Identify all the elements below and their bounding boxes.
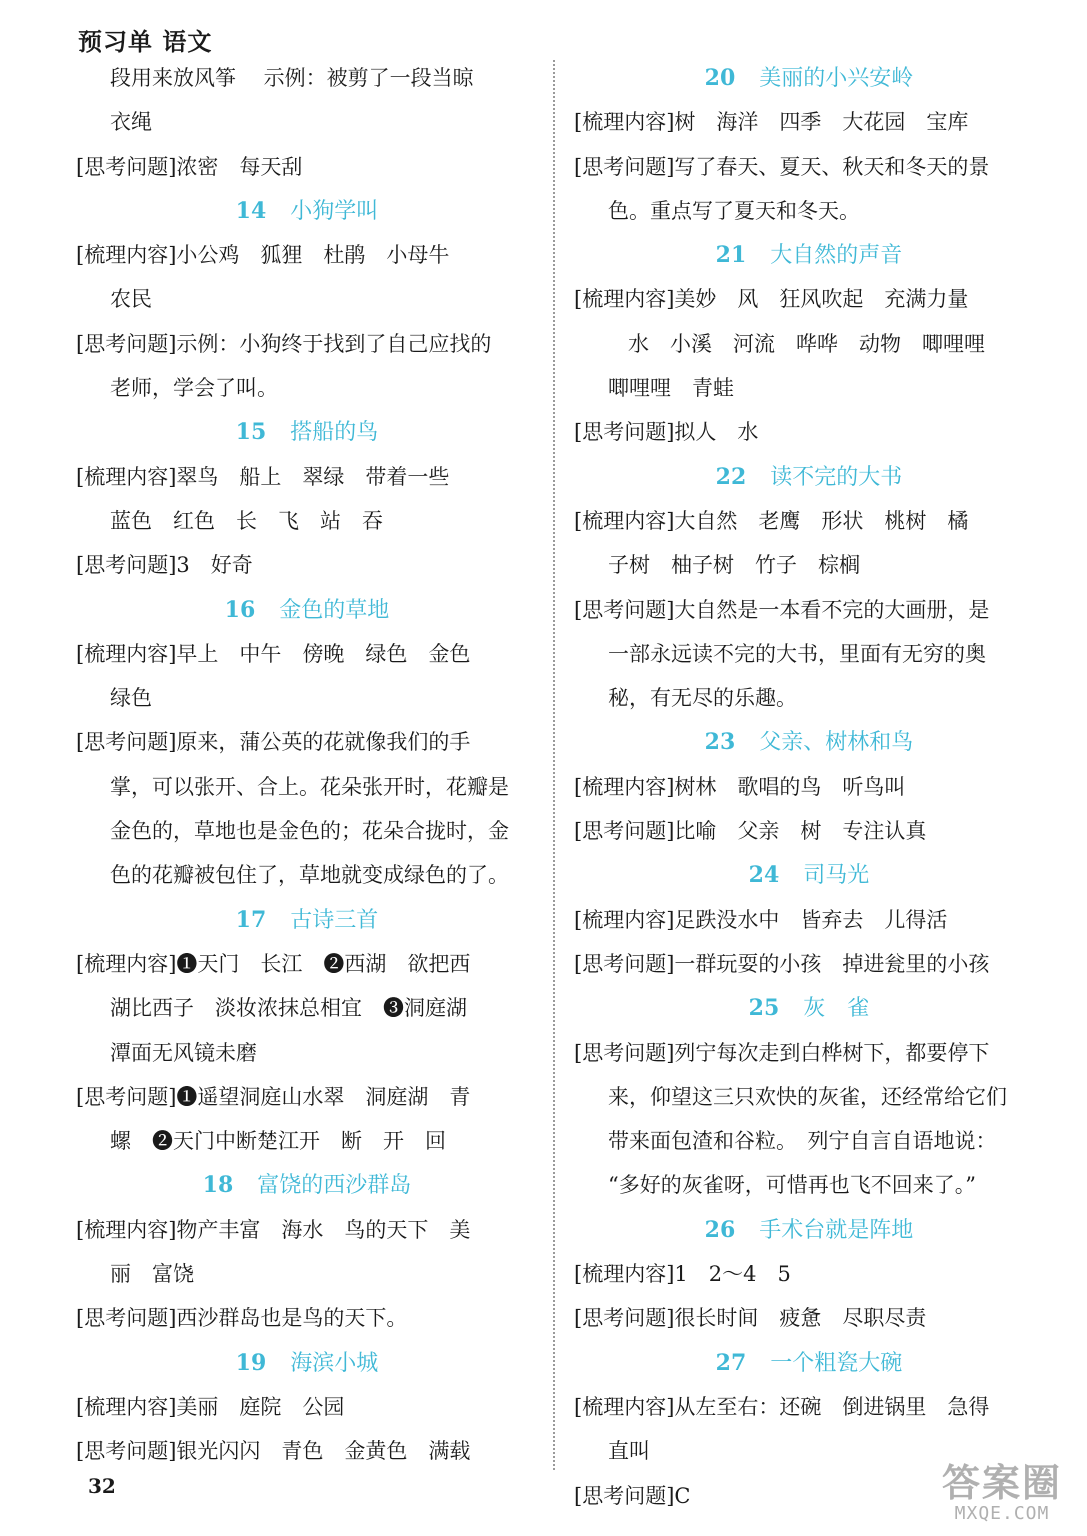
- answer-line: 来，仰望这三只欢快的灰雀，还经常给它们: [608, 1084, 1007, 1109]
- right-column: [574, 56, 1044, 1518]
- lesson-number: 21: [715, 242, 747, 269]
- answer-line: 掌，可以张开、合上。花朵张开时，花瓣是: [110, 774, 509, 799]
- lesson-title-text: 富饶的西沙群岛: [257, 1173, 412, 1199]
- answer-line: [思考问题]示例：小狗终于找到了自己应找的: [76, 331, 492, 356]
- lesson-title: [574, 720, 1044, 764]
- answer-line: [思考问题]浓密 每天刮: [76, 154, 303, 179]
- lesson-number: 18: [202, 1172, 234, 1199]
- lesson-title-text: 海滨小城: [290, 1350, 379, 1376]
- answer-line: [思考问题]原来，蒲公英的花就像我们的手: [76, 730, 471, 755]
- answer-line: [思考问题]银光闪闪 青色 金黄色 满载: [76, 1439, 471, 1464]
- answer-line: [梳理内容]树林 歌唱的鸟 听鸟叫: [574, 774, 906, 799]
- answer-line: [思考问题]很长时间 疲惫 尽职尽责: [574, 1306, 927, 1331]
- lesson-title-text: 小狗学叫: [290, 198, 379, 224]
- answer-line: [梳理内容]从左至右：还碗 倒进锅里 急得: [574, 1394, 990, 1419]
- lesson-title: [574, 1208, 1044, 1252]
- watermark-logo: [927, 1462, 1077, 1526]
- answer-line: “多好的灰雀呀，可惜再也飞不回来了。”: [608, 1173, 976, 1198]
- answer-line: 唧哩哩 青蛙: [608, 376, 734, 401]
- lesson-title-text: 美丽的小兴安岭: [759, 66, 914, 91]
- lesson-number: 17: [235, 906, 267, 933]
- answer-line: [梳理内容]美妙 风 狂风吹起 充满力量: [574, 287, 969, 312]
- answer-line: [梳理内容]翠鸟 船上 翠绿 带着一些: [76, 464, 450, 489]
- lesson-title-text: 大自然的声音: [770, 243, 903, 269]
- lesson-title-text: 金色的草地: [279, 597, 390, 623]
- lesson-title-text: 司马光: [803, 863, 870, 889]
- answer-line: 潭面无风镜未磨: [110, 1040, 257, 1065]
- lesson-number: 14: [235, 197, 267, 224]
- answer-line: 色。重点写了夏天和冬天。: [608, 198, 860, 223]
- answer-line: [思考问题]比喻 父亲 树 专注认真: [574, 819, 927, 844]
- answer-line: [思考问题]写了春天、夏天、秋天和冬天的景: [574, 154, 990, 179]
- answer-line: 段用来放风筝 示例：被剪了一段当晾: [110, 66, 474, 90]
- answer-line: 螺 ❷天门中断楚江开 断 开 回: [110, 1129, 446, 1154]
- lesson-number: 22: [715, 463, 747, 490]
- answer-line: 老师，学会了叫。: [110, 376, 278, 401]
- lesson-number: 23: [704, 729, 736, 756]
- lesson-title: [76, 1163, 538, 1207]
- lesson-number: 20: [704, 65, 736, 91]
- lesson-title-text: 灰 雀: [803, 996, 870, 1022]
- page-header: 预习单 语文: [78, 28, 213, 56]
- answer-line: [梳理内容]足跌没水中 皆弃去 儿得活: [574, 907, 948, 932]
- lesson-title: [76, 410, 538, 454]
- lesson-title-text: 手术台就是阵地: [759, 1217, 914, 1243]
- answer-line: 秘，有无尽的乐趣。: [608, 686, 797, 711]
- answer-line: 绿色: [110, 686, 152, 711]
- lesson-title: [574, 853, 1044, 897]
- lesson-title: [574, 455, 1044, 499]
- answer-line: 衣绳: [110, 110, 152, 135]
- answer-line: 湖比西子 淡妆浓抹总相宜 ❸洞庭湖: [110, 996, 467, 1021]
- answer-line: 丽 富饶: [110, 1262, 194, 1287]
- answer-line: 子树 柚子树 竹子 棕榈: [608, 553, 860, 578]
- lesson-number: 19: [235, 1349, 267, 1376]
- answer-line: 一部永远读不完的大书，里面有无穷的奥: [608, 641, 986, 666]
- watermark-top-text: 答案圈: [941, 1461, 1062, 1505]
- answer-line: [梳理内容]小公鸡 狐狸 杜鹃 小母牛: [76, 243, 450, 268]
- lesson-number: 26: [704, 1216, 736, 1243]
- answer-line: 水 小溪 河流 哗哗 动物 唧哩哩: [628, 331, 985, 356]
- lesson-title: [574, 1341, 1044, 1385]
- lesson-title: [574, 986, 1044, 1030]
- page-number: 32: [88, 1474, 116, 1498]
- answer-line: [梳理内容]美丽 庭院 公园: [76, 1394, 345, 1419]
- answer-line: [梳理内容]早上 中午 傍晚 绿色 金色: [76, 641, 471, 666]
- lesson-title: [76, 1341, 538, 1385]
- lesson-title: [76, 588, 538, 632]
- lesson-number: 27: [715, 1349, 747, 1376]
- answer-line: [思考问题]一群玩耍的小孩 掉进瓮里的小孩: [574, 951, 990, 976]
- lesson-title: [574, 56, 1044, 100]
- answer-line: [思考问题]❶遥望洞庭山水翠 洞庭湖 青: [76, 1084, 471, 1109]
- column-divider: [553, 60, 555, 1470]
- lesson-title-text: 读不完的大书: [770, 464, 903, 490]
- lesson-number: 25: [748, 995, 780, 1022]
- answer-line: [梳理内容]大自然 老鹰 形状 桃树 橘: [574, 508, 969, 533]
- answer-line: [思考问题]C: [574, 1483, 691, 1508]
- lesson-title: [574, 233, 1044, 277]
- answer-line: [梳理内容]树 海洋 四季 大花园 宝库: [574, 110, 969, 135]
- watermark-bottom-text: MXQE.COM: [954, 1503, 1050, 1524]
- answer-line: 金色的，草地也是金色的；花朵合拢时，金: [110, 819, 509, 844]
- answer-line: [思考问题]西沙群岛也是鸟的天下。: [76, 1306, 408, 1331]
- lesson-title-text: 一个粗瓷大碗: [770, 1350, 903, 1376]
- lesson-number: 24: [748, 862, 780, 889]
- lesson-title-text: 古诗三首: [290, 907, 379, 933]
- lesson-title-text: 父亲、树林和鸟: [759, 730, 914, 756]
- answer-line: 蓝色 红色 长 飞 站 吞: [110, 508, 383, 533]
- answer-line: [思考问题]列宁每次走到白桦树下，都要停下: [574, 1040, 990, 1065]
- answer-line: 带来面包渣和谷粒。 列宁自言自语地说：: [608, 1129, 997, 1154]
- answer-line: [思考问题]拟人 水: [574, 420, 759, 445]
- lesson-title: [76, 898, 538, 942]
- answer-line: [梳理内容]1 2～4 5: [574, 1262, 791, 1287]
- answer-line: 农民: [110, 287, 152, 312]
- answer-line: 直叫: [608, 1439, 650, 1464]
- answer-line: [思考问题]3 好奇: [76, 553, 253, 578]
- lesson-number: 15: [235, 419, 267, 446]
- lesson-title-text: 搭船的鸟: [290, 420, 379, 446]
- lesson-title: [76, 189, 538, 233]
- lesson-number: 16: [224, 596, 256, 623]
- answer-line: [梳理内容]物产丰富 海水 鸟的天下 美: [76, 1217, 471, 1242]
- answer-line: [思考问题]大自然是一本看不完的大画册，是: [574, 597, 990, 622]
- left-column: [76, 56, 538, 1474]
- answer-line: 色的花瓣被包住了，草地就变成绿色的了。: [110, 863, 509, 888]
- answer-line: [梳理内容]❶天门 长江 ❷西湖 欲把西: [76, 951, 471, 976]
